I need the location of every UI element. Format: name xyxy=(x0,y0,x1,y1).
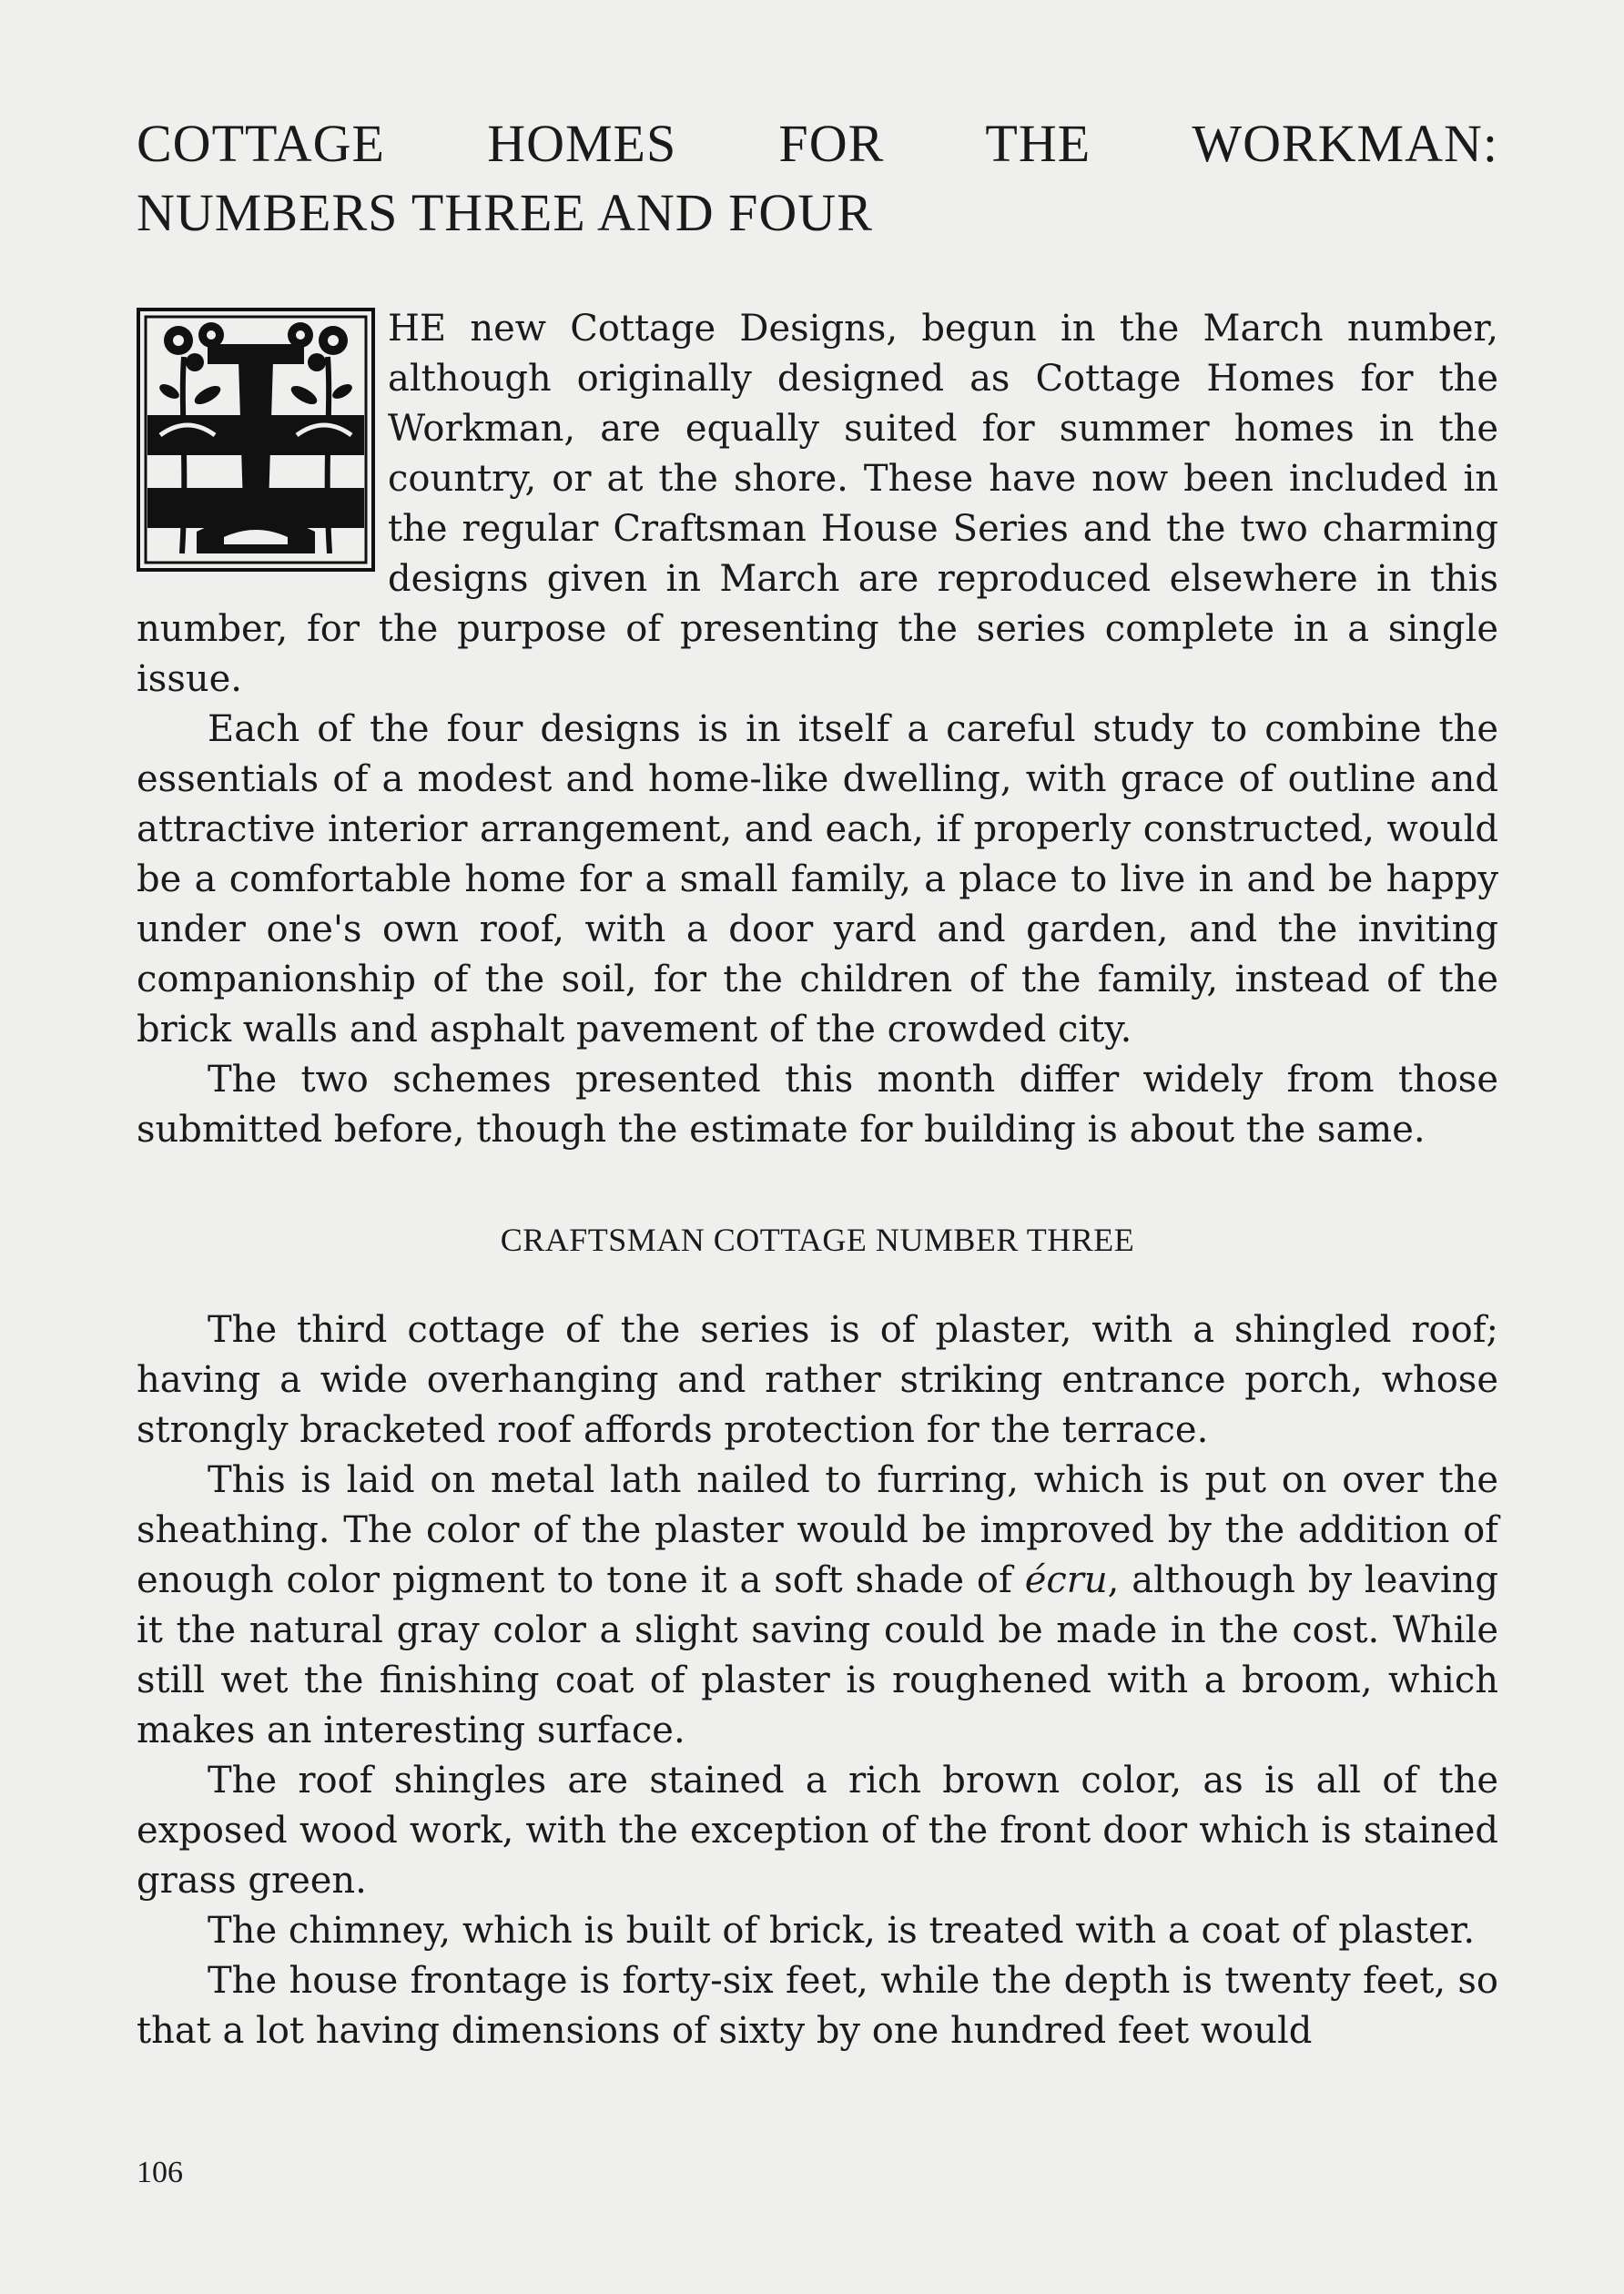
title-line-1: COTTAGE HOMES FOR THE WORKMAN: xyxy=(137,114,1498,173)
paragraph-designs: Each of the four designs is in itself a careful study to combine the essentials of a modest and home-like dwelling, with grace of outline and attractive interior arrangement, and each, if properly constructed, would be a comfortable home for a small family, a place to live in and be happy under one's own roof, with a door yard and garden, and the inviting companionship of the soil, for the children of the family, instead of the brick walls and asphalt pavement of the crowded city. xyxy=(137,708,1498,1051)
title-line-2: NUMBERS THREE AND FOUR xyxy=(137,183,873,242)
page xyxy=(137,109,1498,2056)
plaster-text-start: This is laid on metal lath nailed to furring, which is put on over the sheathing. The color of the plaster would be improved by the addition of enough color pigment to tone it a soft shade of xyxy=(137,1459,1498,1601)
page-number: 106 xyxy=(137,2156,183,2189)
article-body xyxy=(137,304,1498,2056)
section-heading: CRAFTSMAN COTTAGE NUMBER THREE xyxy=(500,1222,1135,1258)
article-title xyxy=(137,109,1498,248)
paragraph-chimney: The chimney, which is built of brick, is treated with a coat of plaster. xyxy=(208,1910,1476,1952)
paragraph-plaster xyxy=(137,1456,1498,1756)
paragraph-frontage: The house frontage is forty-six feet, while the depth is twenty feet, so that a lot having dimensions of sixty by one hundred feet would xyxy=(137,1960,1498,2052)
paragraph-intro: HE new Cottage Designs, begun in the March number, although originally designed as Cottage Homes for the Workman, are equally suited for summer homes in the country, or at the shore. These have now been included in the regular Craftsman House Series and the two charming designs given in March are reproduced elsewhere in this number, for the purpose of presenting the series complete in a single issue. xyxy=(137,308,1498,700)
paragraph-roof-shingles: The roof shingles are stained a rich brown color, as is all of the exposed wood work, with the exception of the front door which is stained grass green. xyxy=(137,1760,1498,1902)
paragraph-third-cottage: The third cottage of the series is of plaster, with a shingled roof; having a wide overhanging and rather striking entrance porch, whose strongly bracketed roof affords protection for the terrace. xyxy=(137,1309,1498,1451)
ecru-term: écru xyxy=(1024,1559,1108,1601)
ornamental-initial-T-icon xyxy=(137,308,375,572)
plaster-text-end: , although by leaving it the natural gray color a slight saving could be made in the cost. While still wet the finishing coat of plaster is roughened with a broom, which makes an interesting surface. xyxy=(137,1559,1498,1751)
paragraph-schemes: The two schemes presented this month differ widely from those submitted before, though the estimate for building is about the same. xyxy=(137,1059,1498,1151)
